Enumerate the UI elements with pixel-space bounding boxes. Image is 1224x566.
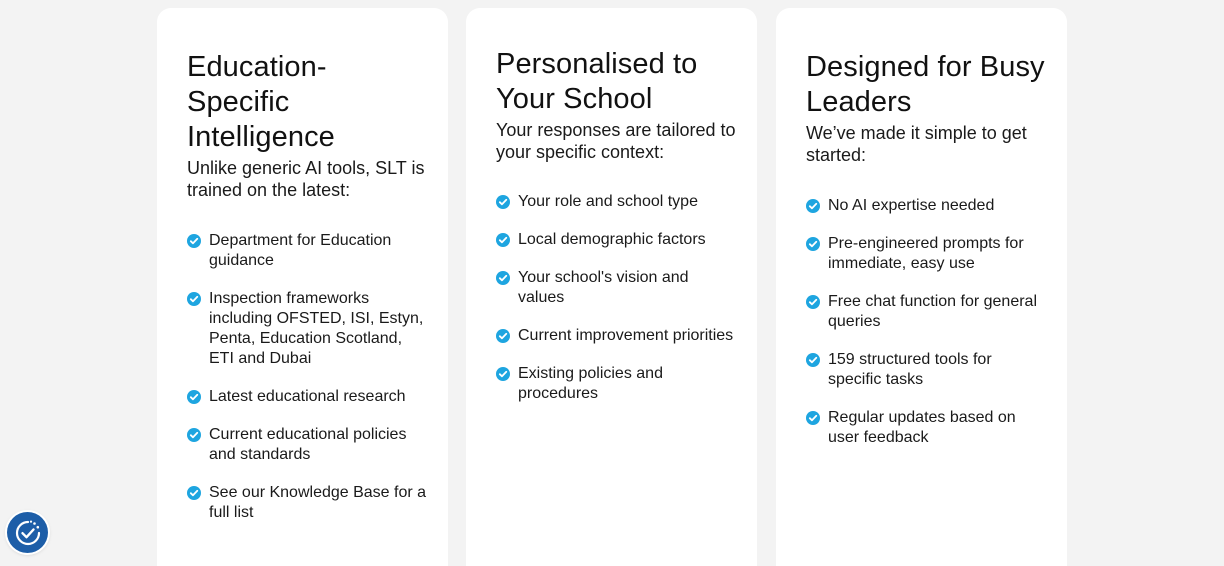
list-item [187,231,428,271]
list-item-label: Pre-engineered prompts for immediate, easy use [828,235,1024,272]
list-item-label: Inspection frameworks including OFSTED, ISI, Estyn, Penta, Education Scotland, ETI and Dubai [209,290,424,367]
list-item [496,326,737,346]
list-item [187,387,428,407]
list-item [496,192,737,212]
check-circle-icon [806,411,820,425]
card-title-line: Intelligence [187,121,335,153]
list-item-label: Your school's vision and values [518,269,689,306]
list-item [496,364,737,404]
list-item [806,408,1047,448]
list-item-label: Your role and school type [518,193,698,210]
list-item-label: Current improvement priorities [518,327,734,344]
check-circle-icon [806,237,820,251]
list-item [806,292,1047,332]
list-item [806,234,1047,274]
card-title [187,8,428,155]
list-item-label: Existing policies and procedures [518,365,663,402]
check-circle-icon [187,486,201,500]
check-circle-icon [187,234,201,248]
list-item-label: Regular updates based on user feedback [828,409,1016,446]
card-title: Personalised to Your School [496,48,698,115]
check-circle-icon [496,195,510,209]
card-subtitle: We’ve made it simple to get started: [806,123,1027,165]
accessibility-button[interactable] [7,512,48,553]
card-title-line: Education- [187,51,327,83]
list-item [187,289,428,369]
check-circle-icon [496,233,510,247]
list-item-label: See our Knowledge Base for a full list [209,484,427,521]
feature-list [806,196,1047,448]
check-circle-icon [806,199,820,213]
list-item-label: Department for Education guidance [209,232,392,269]
check-circle-icon [187,428,201,442]
check-circle-icon [187,390,201,404]
card-title: Designed for Busy Leaders [806,51,1045,118]
feature-list [496,192,737,404]
list-item [496,230,737,250]
card-subtitle: Unlike generic AI tools, SLT is trained on the latest: [187,158,425,200]
list-item [806,350,1047,390]
check-circle-icon [187,292,201,306]
list-item [806,196,1047,216]
check-circle-icon [496,367,510,381]
list-item-label: Current educational policies and standards [209,426,407,463]
list-item [496,268,737,308]
accessibility-check-icon [14,519,42,547]
check-circle-icon [496,271,510,285]
check-circle-icon [806,295,820,309]
list-item [187,425,428,465]
check-circle-icon [806,353,820,367]
card-subtitle: Your responses are tailored to your specific context: [496,120,736,162]
list-item-label: No AI expertise needed [828,197,995,214]
list-item [187,483,428,523]
feature-card-education-specific [157,8,448,566]
list-item-label: 159 structured tools for specific tasks [828,351,992,388]
feature-card-busy-leaders [776,8,1067,566]
feature-card-personalised [466,8,757,566]
list-item-label: Local demographic factors [518,231,706,248]
check-circle-icon [496,329,510,343]
feature-list [187,231,428,523]
card-title-line: Specific [187,86,290,118]
list-item-label: Free chat function for general queries [828,293,1038,330]
list-item-label: Latest educational research [209,388,406,405]
